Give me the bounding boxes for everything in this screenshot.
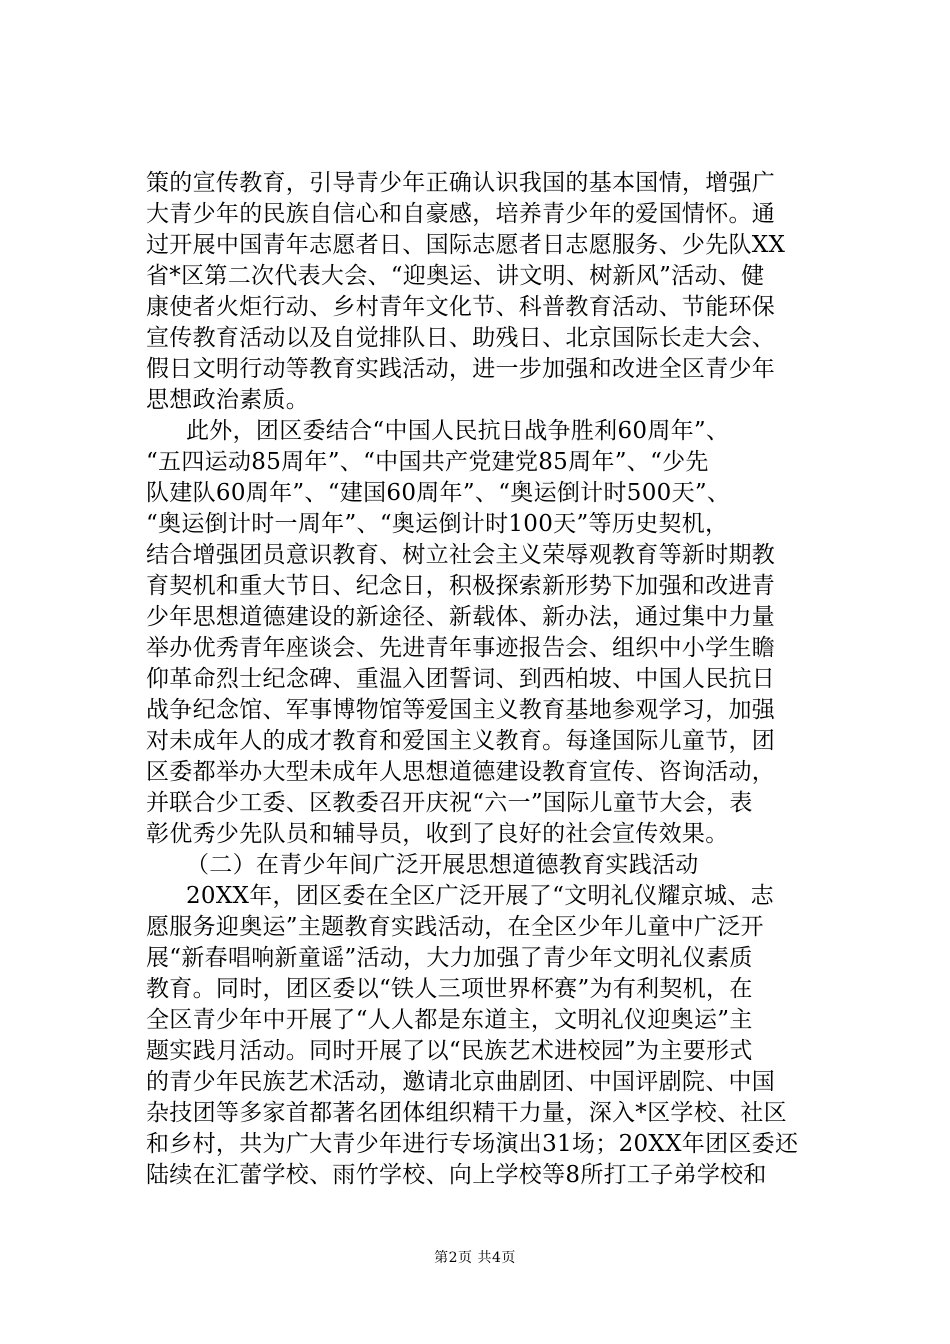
text-line: 举办优秀青年座谈会、先进青年事迹报告会、组织中小学生瞻: [146, 635, 776, 661]
text-line: “奥运倒计时一周年”、“奥运倒计时100天”等历史契机，: [146, 511, 729, 537]
text-line: 仰革命烈士纪念碑、重温入团誓词、到西柏坡、中国人民抗日: [146, 666, 776, 692]
text-line: 育契机和重大节日、纪念日，积极探索新形势下加强和改进青: [146, 573, 776, 599]
text-line: 并联合少工委、区教委召开庆祝“六一”国际儿童节大会，表: [146, 790, 753, 816]
text-line: 教育。同时，团区委以“铁人三项世界杯赛”为有利契机，在: [146, 976, 753, 1002]
text-line: 和乡村，共为广大青少年进行专场演出31场；20XX年团区委还: [146, 1131, 799, 1157]
text-line: 大青少年的民族自信心和自豪感，培养青少年的爱国情怀。通: [146, 201, 776, 227]
text-line: 假日文明行动等教育实践活动，进一步加强和改进全区青少年: [146, 356, 776, 382]
text-line: 宣传教育活动以及自觉排队日、助残日、北京国际长走大会、: [146, 325, 776, 351]
text-line: 战争纪念馆、军事博物馆等爱国主义教育基地参观学习，加强: [146, 697, 776, 723]
text-line: 杂技团等多家首都著名团体组织精干力量，深入*区学校、社区: [146, 1100, 787, 1126]
text-line: 全区青少年中开展了“人人都是东道主，文明礼仪迎奥运”主: [146, 1007, 753, 1033]
text-line: 队建队60周年”、“建国60周年”、“奥运倒计时500天”、: [146, 480, 731, 506]
text-line: 对未成年人的成才教育和爱国主义教育。每逢国际儿童节，团: [146, 728, 776, 754]
text-line: “五四运动85周年”、“中国共产党建党85周年”、“少先: [146, 449, 709, 475]
text-line: 陆续在汇蕾学校、雨竹学校、向上学校等8所打工子弟学校和: [146, 1162, 767, 1188]
body-text: [146, 168, 836, 1191]
page-footer: 第2页 共4页: [434, 1250, 516, 1266]
paragraph-start-line: 20XX年，团区委在全区广泛开展了“文明礼仪耀京城、志: [186, 883, 774, 909]
text-line: 区委都举办大型未成年人思想道德建设教育宣传、咨询活动，: [146, 759, 776, 785]
section-heading: （二）在青少年间广泛开展思想道德教育实践活动: [186, 852, 699, 878]
text-line: 彰优秀少先队员和辅导员，收到了良好的社会宣传效果。: [146, 821, 729, 847]
text-line: 思想政治素质。: [146, 387, 310, 413]
text-line: 愿服务迎奥运”主题教育实践活动，在全区少年儿童中广泛开: [146, 914, 764, 940]
text-line: 过开展中国青年志愿者日、国际志愿者日志愿服务、少先队XX: [146, 232, 786, 258]
text-line: 康使者火炬行动、乡村青年文化节、科普教育活动、节能环保: [146, 294, 776, 320]
text-line: 的青少年民族艺术活动，邀请北京曲剧团、中国评剧院、中国: [146, 1069, 776, 1095]
text-line: 题实践月活动。同时开展了以“民族艺术进校园”为主要形式: [146, 1038, 753, 1064]
paragraph-start-line: 此外，团区委结合“中国人民抗日战争胜利60周年”、: [186, 418, 730, 444]
text-line: 少年思想道德建设的新途径、新载体、新办法，通过集中力量: [146, 604, 776, 630]
text-line: 展“新春唱响新童谣”活动，大力加强了青少年文明礼仪素质: [146, 945, 753, 971]
text-line: 策的宣传教育，引导青少年正确认识我国的基本国情，增强广: [146, 170, 776, 196]
text-line: 结合增强团员意识教育、树立社会主义荣辱观教育等新时期教: [146, 542, 776, 568]
text-line: 省*区第二次代表大会、“迎奥运、讲文明、树新风”活动、健: [146, 263, 765, 289]
